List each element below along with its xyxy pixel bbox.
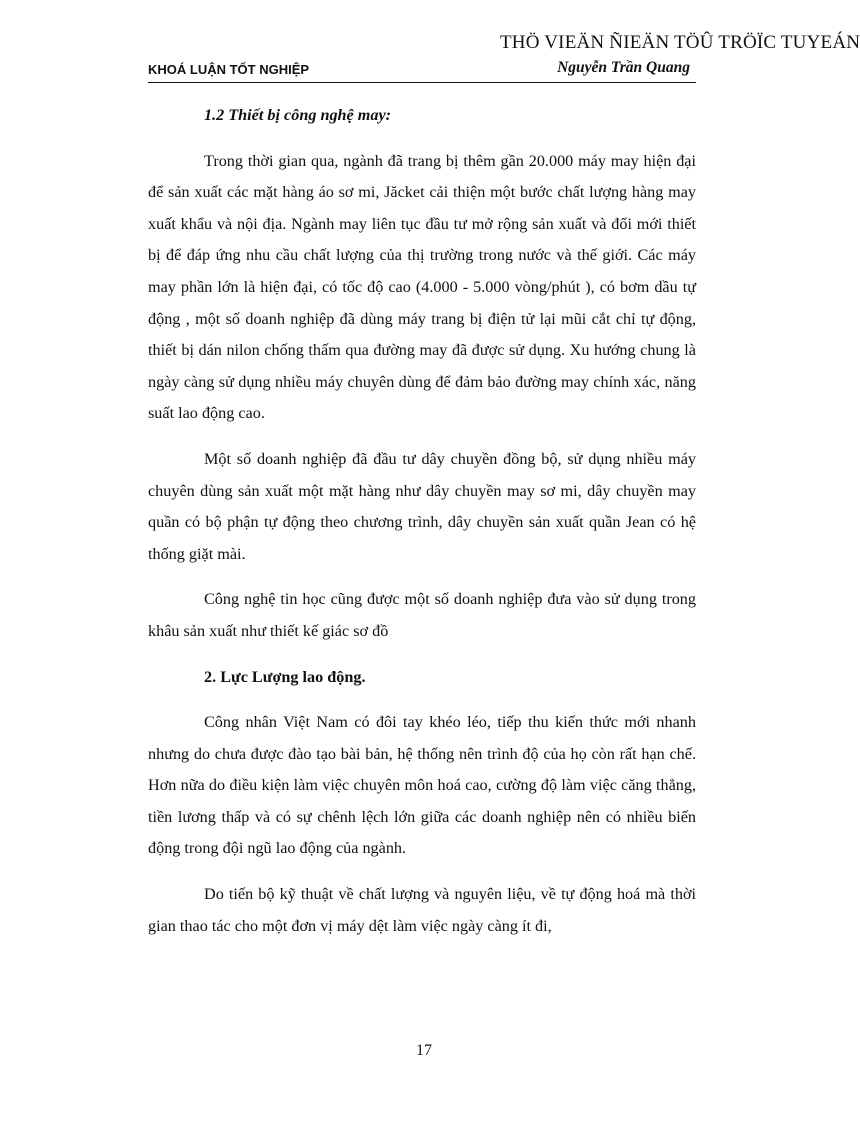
page-number: 17 <box>416 1042 432 1059</box>
paragraph: Công nhân Việt Nam có đôi tay khéo léo, tiếp thu kiến thức mới nhanh nhưng do chưa được đào tạo bài bản, hệ thống nên trình độ của họ còn rất hạn chế. Hơn nữa do điều kiện làm việc chuyên môn hoá cao, cường độ làm việc căng thẳng, tiền lương thấp và có sự chênh lệch lớn giữa các doanh nghiệp nên có nhiều biến động trong đội ngũ lao động của ngành. <box>148 713 696 858</box>
header-thesis-title: KHOÁ LUẬN TỐT NGHIỆP <box>148 62 310 77</box>
header-author-name: Nguyễn Trần Quang <box>557 59 690 76</box>
paragraph: Một số doanh nghiệp đã đầu tư dây chuyền đồng bộ, sử dụng nhiều máy chuyên dùng sản xuất một mặt hàng như dây chuyền may sơ mi, dây chuyền may quần có bộ phận tự động theo chương trình, dây chuyền sản xuất quần Jean có hệ thống giặt mài. <box>148 449 696 563</box>
watermark-text: THÖ VIEÄN ÑIEÄN TÖÛ TRÖÏC TUYEÁN <box>500 32 860 53</box>
section-heading-labor: 2. Lực Lượng lao động. <box>204 667 366 686</box>
section-heading-equipment: 1.2 Thiết bị công nghệ may: <box>204 106 392 124</box>
paragraph: Công nghệ tin học cũng được một số doanh nghiệp đưa vào sử dụng trong khâu sản xuất như thiết kế giác sơ đồ <box>148 590 696 640</box>
page-header <box>148 60 696 83</box>
paragraph: Do tiến bộ kỹ thuật về chất lượng và nguyên liệu, về tự động hoá mà thời gian thao tác cho một đơn vị máy dệt làm việc ngày càng ít đi, <box>148 885 696 935</box>
page-body <box>148 100 696 956</box>
paragraph: Trong thời gian qua, ngành đã trang bị thêm gần 20.000 máy may hiện đại để sản xuất các mặt hàng áo sơ mi, Jăcket cải thiện một bước chất lượng hàng may xuất khẩu và nội địa. Ngành may liên tục đầu tư mở rộng sản xuất và đổi mới thiết bị để đáp ứng nhu cầu chất lượng của thị trường trong nước và thế giới. Các máy may phần lớn là hiện đại, có tốc độ cao (4.000 - 5.000 vòng/phút ), có bơm dầu tự động , một số doanh nghiệp đã dùng máy trang bị điện tử lại mũi cắt chỉ tự động, thiết bị dán nilon chống thấm qua đường may đã được sử dụng. Xu hướng chung là ngày càng sử dụng nhiều máy chuyên dùng để đảm bảo đường may chính xác, năng suất lao động cao. <box>148 151 696 423</box>
